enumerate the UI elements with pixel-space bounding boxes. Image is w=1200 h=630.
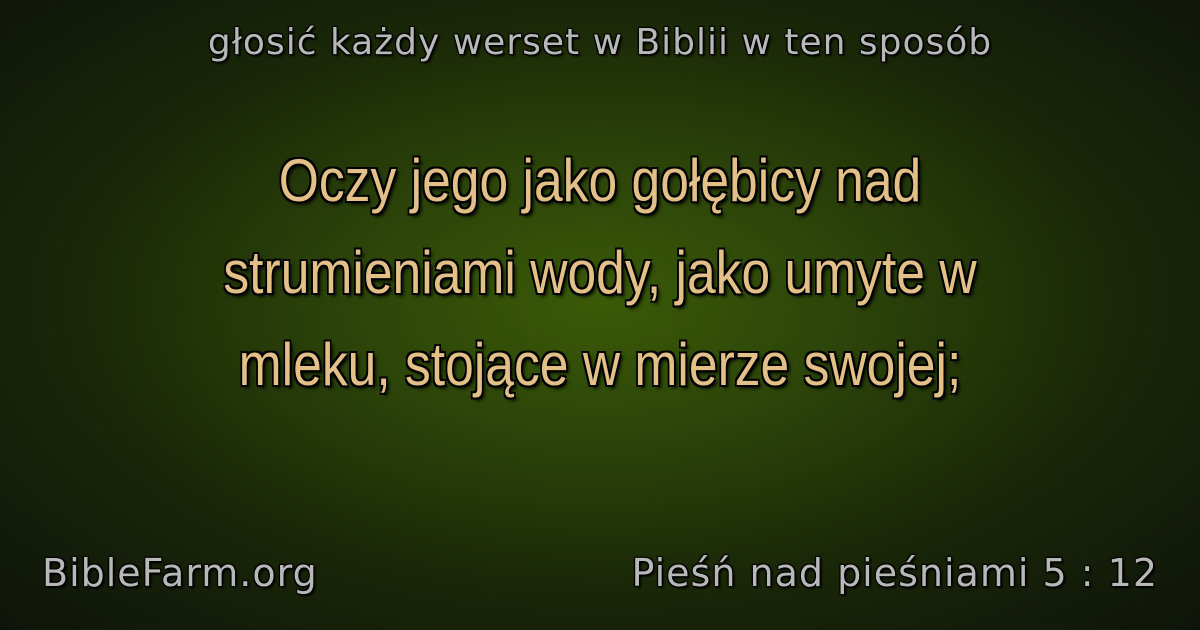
tagline: głosić każdy werset w Biblii w ten sposób <box>207 22 993 63</box>
verse-line: strumieniami wody, jako umyte w <box>223 239 977 306</box>
verse-reference: Pieśń nad pieśniami 5 : 12 <box>631 551 1158 595</box>
verse-line: mleku, stojące w mierze swojej; <box>238 331 962 398</box>
site-name: BibleFarm.org <box>42 551 318 595</box>
verse-line: Oczy jego jako gołębicy nad <box>278 147 922 214</box>
verse-text <box>101 135 1099 411</box>
